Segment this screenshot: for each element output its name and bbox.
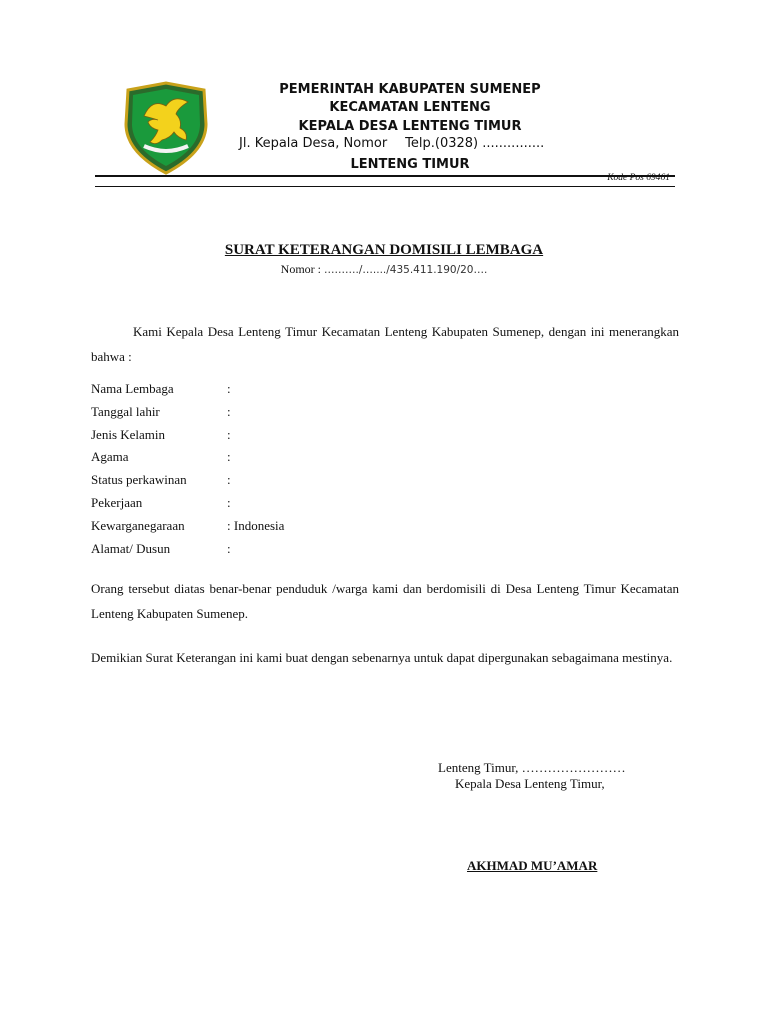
statement-paragraph: Orang tersebut diatas benar-benar penduduk /warga kami dan berdomisili di Desa Lenteng Timur Kecamatan Lenteng Kabupaten Sumenep. bbox=[91, 581, 679, 621]
field-label: Agama bbox=[91, 449, 129, 465]
signature-position: Kepala Desa Lenteng Timur, bbox=[455, 776, 605, 791]
field-label: Pekerjaan bbox=[91, 494, 143, 510]
field-value: : bbox=[227, 426, 231, 442]
document-number-value: ………./…..../435.411.190/20…. bbox=[324, 264, 488, 276]
letterhead-district: KECAMATAN LENTENG bbox=[329, 100, 491, 115]
field-value: : bbox=[227, 494, 231, 510]
letterhead-village: LENTENG TIMUR bbox=[350, 157, 470, 172]
field-row bbox=[91, 469, 284, 492]
field-row bbox=[91, 492, 284, 515]
letterhead-divider-thin bbox=[95, 186, 675, 187]
field-row bbox=[91, 424, 284, 447]
letterhead-divider-thick bbox=[95, 175, 675, 177]
field-row bbox=[91, 401, 284, 424]
document-title: SURAT KETERANGAN DOMISILI LEMBAGA bbox=[224, 242, 544, 258]
field-label: Tanggal lahir bbox=[91, 403, 160, 419]
letterhead-village-head: KEPALA DESA LENTENG TIMUR bbox=[298, 119, 522, 134]
letterhead-address: Jl. Kepala Desa, Nomor bbox=[239, 136, 388, 151]
field-row bbox=[91, 378, 284, 401]
field-row bbox=[91, 538, 284, 561]
field-label: Status perkawinan bbox=[91, 472, 187, 488]
field-value: : bbox=[227, 381, 231, 396]
document-number-label: Nomor : bbox=[280, 262, 322, 276]
field-value: : bbox=[227, 403, 231, 419]
field-row bbox=[91, 446, 284, 469]
field-label: Kewarganegaraan bbox=[91, 517, 185, 533]
postal-code: Kode Pos 69461 bbox=[607, 173, 670, 183]
letterhead-phone: Telp.(0328) ............... bbox=[405, 136, 545, 151]
closing-paragraph: Demikian Surat Keterangan ini kami buat dengan sebenarnya untuk dapat dipergunakan sebagaimana mestinya. bbox=[91, 650, 673, 665]
field-value: : bbox=[227, 449, 231, 465]
field-value: : Indonesia bbox=[227, 517, 285, 533]
signatory-name: AKHMAD MU’AMAR bbox=[467, 858, 598, 873]
signature-place-date: Lenteng Timur, …………………… bbox=[438, 760, 626, 775]
identity-fields bbox=[91, 378, 284, 560]
field-value: : bbox=[227, 472, 231, 488]
letterhead-address-line bbox=[239, 136, 544, 151]
field-label: Nama Lembaga bbox=[91, 381, 174, 396]
field-value: : bbox=[227, 540, 231, 556]
sumenep-emblem-icon bbox=[122, 80, 210, 176]
field-label: Alamat/ Dusun bbox=[91, 540, 171, 556]
field-label: Jenis Kelamin bbox=[91, 426, 166, 442]
document-number bbox=[0, 262, 768, 277]
intro-paragraph: Kami Kepala Desa Lenteng Timur Kecamatan Lenteng Kabupaten Sumenep, dengan ini menerangkan bahwa : bbox=[91, 324, 679, 364]
letterhead-government: PEMERINTAH KABUPATEN SUMENEP bbox=[279, 82, 541, 97]
field-row bbox=[91, 515, 284, 538]
